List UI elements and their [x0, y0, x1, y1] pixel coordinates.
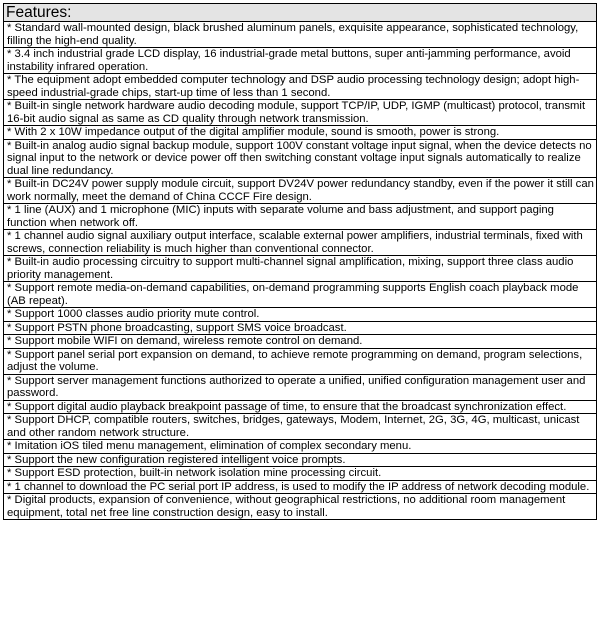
feature-text: * 1 line (AUX) and 1 microphone (MIC) inputs with separate volume and bass adjustment, and support paging function when network off.: [4, 204, 597, 230]
feature-text: * Built-in audio processing circuitry to support multi-channel signal amplification, mixing, support three class audio priority management.: [4, 256, 597, 282]
feature-text: * Digital products, expansion of convenience, without geographical restrictions, no additional room management equipment, total net free line construction design, easy to install.: [4, 494, 597, 520]
feature-row: [4, 321, 597, 335]
feature-text: * Support remote media-on-demand capabilities, on-demand programming supports English coach playback mode (AB repeat).: [4, 282, 597, 308]
feature-row: [4, 440, 597, 454]
feature-row: [4, 494, 597, 520]
feature-text: * Support 1000 classes audio priority mute control.: [4, 308, 597, 322]
features-table: [3, 3, 597, 520]
feature-row: [4, 480, 597, 494]
features-table-body: [4, 4, 597, 520]
feature-row: [4, 139, 597, 178]
feature-row: [4, 230, 597, 256]
feature-row: [4, 453, 597, 467]
feature-row: [4, 414, 597, 440]
feature-row: [4, 126, 597, 140]
feature-text: * Support the new configuration registered intelligent voice prompts.: [4, 453, 597, 467]
feature-text: * 1 channel to download the PC serial port IP address, is used to modify the IP address of network decoding module.: [4, 480, 597, 494]
feature-text: * 1 channel audio signal auxiliary output interface, scalable external power amplifiers, industrial terminals, fixed with screws, connection reliability is much higher than conventional connector.: [4, 230, 597, 256]
feature-text: * Support ESD protection, built-in network isolation mine processing circuit.: [4, 467, 597, 481]
header-row: [4, 4, 597, 22]
feature-text: * Built-in analog audio signal backup module, support 100V constant voltage input signal, when the device detects no signal input to the network or device power off then switching constant voltage input signals automatically to realize dual line redundancy.: [4, 139, 597, 178]
feature-text: * Support digital audio playback breakpoint passage of time, to ensure that the broadcast synchronization effect.: [4, 400, 597, 414]
feature-row: [4, 100, 597, 126]
feature-row: [4, 256, 597, 282]
feature-row: [4, 348, 597, 374]
feature-text: * Support panel serial port expansion on demand, to achieve remote programming on demand, program selections, adjust the volume.: [4, 348, 597, 374]
feature-row: [4, 374, 597, 400]
feature-row: [4, 335, 597, 349]
feature-text: * Imitation iOS tiled menu management, elimination of complex secondary menu.: [4, 440, 597, 454]
feature-row: [4, 400, 597, 414]
feature-row: [4, 204, 597, 230]
feature-text: * Support mobile WIFI on demand, wireless remote control on demand.: [4, 335, 597, 349]
feature-text: * The equipment adopt embedded computer technology and DSP audio processing technology design; adopt high-speed industrial-grade chips, start-up time of less than 1 second.: [4, 74, 597, 100]
feature-row: [4, 308, 597, 322]
feature-row: [4, 74, 597, 100]
feature-row: [4, 22, 597, 48]
features-heading: Features:: [4, 4, 597, 22]
feature-row: [4, 467, 597, 481]
feature-text: * 3.4 inch industrial grade LCD display, 16 industrial-grade metal buttons, super anti-jamming performance, avoid instability infrared operation.: [4, 48, 597, 74]
feature-text: * With 2 x 10W impedance output of the digital amplifier module, sound is smooth, power is strong.: [4, 126, 597, 140]
feature-text: * Support PSTN phone broadcasting, support SMS voice broadcast.: [4, 321, 597, 335]
feature-row: [4, 48, 597, 74]
feature-row: [4, 282, 597, 308]
feature-text: * Standard wall-mounted design, black brushed aluminum panels, exquisite appearance, sophisticated technology, filling the high-end quality.: [4, 22, 597, 48]
feature-text: * Support DHCP, compatible routers, switches, bridges, gateways, Modem, Internet, 2G, 3G, 4G, multicast, unicast and other random network structure.: [4, 414, 597, 440]
feature-text: * Built-in DC24V power supply module circuit, support DV24V power redundancy standby, even if the power it still can work normally, meet the demand of China CCCF Fire design.: [4, 178, 597, 204]
feature-row: [4, 178, 597, 204]
feature-text: * Support server management functions authorized to operate a unified, unified configuration management user and password.: [4, 374, 597, 400]
feature-text: * Built-in single network hardware audio decoding module, support TCP/IP, UDP, IGMP (multicast) protocol, transmit 16-bit audio signal as same as CD quality through network transmission.: [4, 100, 597, 126]
